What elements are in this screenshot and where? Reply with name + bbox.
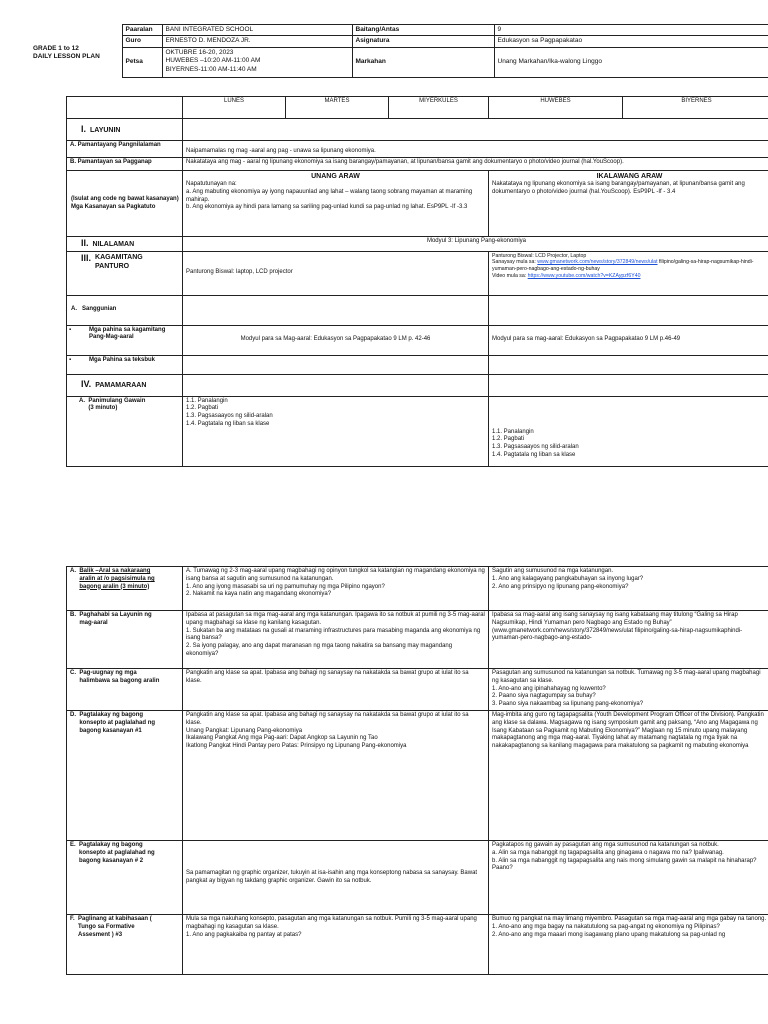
ikalawang-araw-heading: IKALAWANG ARAW — [596, 173, 663, 180]
row-c-left: Pangkatin ang klase sa apat. Ipabasa ang bahagi ng sanaysay na nakatakda sa bawat grupo at iulat ito sa klase. — [183, 669, 489, 711]
sanggunian-label: A. Sanggunian — [67, 295, 183, 325]
row-e-left: Sa pamamagitan ng graphic organizer, tukuyin at isa-isahin ang mga konseptong nabasa sa sanaysay. Bawat pangkat ay bigyan ng takdang graphic organizer. Gawin ito sa notbuk. — [183, 841, 489, 915]
row-e-right: Pagkatapos ng gawain ay pasagutan ang mga sumusunod na katanungan sa notbuk. a. Alin sa mga nabanggit ng tagapagsalita ang ginagawa o nagawa mo na? Ipaliwanag. b. Alin sa mga nabanggit ng tagapagsalita ang nais mong simulang gawin sa malapit na hinaharap? Paano? — [489, 841, 768, 915]
panimula-item-1: 1.1. Panalangin — [186, 397, 228, 404]
day-miyerkules: MIYERKULES — [389, 97, 489, 119]
table-row — [67, 915, 768, 975]
kagamitan-right — [489, 251, 768, 295]
unang-line-1: Napatutunayan na: — [186, 181, 237, 188]
unang-araw-heading: UNANG ARAW — [311, 173, 360, 180]
kagamitan-right-line-2: Sanaysay mula sa: — [492, 259, 536, 266]
pamantayang-pangnilalaman-label: A. Pamantayang Pangnilalaman — [67, 141, 183, 158]
lesson-plan-table-1 — [66, 96, 768, 467]
row-a-right: Sagutin ang sumusunod na mga katanungan. 1. Ano ang kalagayang pangkabuhayan sa inyong lugar? 2. Ano ang prinsipyo ng lipunang pang-ekonomiya? — [489, 567, 768, 611]
plan-label: DAILY LESSON PLAN — [33, 53, 100, 61]
asignatura-label: Asignatura — [352, 36, 494, 47]
petsa-line-2: HUWEBES –10:20 AM-11:00 AM — [165, 57, 261, 65]
table-row — [67, 669, 768, 711]
table-row — [67, 611, 768, 669]
petsa-line-1: OKTUBRE 16-20, 2023 — [165, 48, 234, 56]
row-b-left: Ipabasa at pasagutan sa mga mag-aaral ang mga katanungan. Ipagawa ito sa notbuk at pumili ng 3-5 mag-aaral upang magbahagi sa klase ng kanilang kasagutan. 1. Sukatan ba ang matataas na gusali at maraming infrastructures para masabing maganda ang ekonomiya ng isang bansa? 2. Sa iyong palagay, ano ang dapat maranasan ng mga taong nakatira sa bansang may magandang ekonomiya? — [183, 611, 489, 669]
row-d-label: D. Pagtalakay ng bagong konsepto at paglalahad ng bagong kasanayan #1 — [67, 711, 183, 841]
markahan-label: Markahan — [352, 47, 494, 77]
panimula-item-3: 1.3. Pagsasaayos ng silid-aralan — [186, 413, 273, 420]
panimula-label: A. Panimulang Gawain (3 minuto) — [67, 396, 183, 466]
asignatura-value: Edukasyon sa Pagpapakatao — [494, 36, 768, 47]
pamantayang-pangnilalaman-content: Naipamamalas ng mag -aaral ang pag - unawa sa lipunang ekonomiya. — [183, 141, 768, 158]
unang-line-3: b. Ang ekonomiya ay hindi para lamang sa sariling pag-unlad kundi sa pag-unlad ng lahat. EsP9PL -If -3.3 — [186, 204, 468, 211]
panimula-right-item-4: 1.4. Pagtatala ng liban sa klase — [492, 451, 576, 458]
petsa-label: Petsa — [122, 47, 162, 77]
modyul-title: Modyul 3: Lipunang Pang-ekonomiya — [183, 237, 768, 252]
row-d-left: Pangkatin ang klase sa apat. Ipabasa ang bahagi ng sanaysay na nakatakda sa bawat grupo at iulat ito sa klase. Unang Pangkat: Lipunang Pang-ekonomiya Ikalawang Pangkat Ang mga Pag-aari: Dapat Angkop sa Layunin ng Tao Ikatlong Pangkat Hindi Pantay pero Patas: Prinsipyo ng Lipunang Pang-ekonomiya — [183, 711, 489, 841]
unang-araw-cell — [183, 171, 489, 237]
pahina-mid: Modyul para sa Mag-aaral: Edukasyon sa Pagpapakatao 9 LM p. 42-46 — [183, 325, 489, 355]
row-b-label: B. Paghahabi sa Layunin ng mag-aaral — [67, 611, 183, 669]
row-f-right: Bumuo ng pangkat na may limang miyembro. Pasagutan sa mga mag-aaral ang mga gabay na tanong. 1. Ano-ano ang mga bagay na nakatutulong sa pag-angat ng ekonomiya ng Pilipinas? 2. Ano-ano ang mga maaari mong isagawang plano upang makatulong sa pag-unlad ng — [489, 915, 768, 975]
kagamitan-right-line-3: filipino/galing-sa-hirap-nagsumikap-hindi-yumaman-pero-nagbago-ang-estado-ng-buhay — [492, 259, 754, 273]
pamantayan-pagganap-label: B. Pamantayan sa Pagganap — [67, 158, 183, 171]
row-e-label: E. Pagtalakay ng bagong konsepto at paglalahad ng bagong kasanayan # 2 — [67, 841, 183, 915]
grade-label: GRADE 1 to 12 — [33, 45, 79, 52]
sanaysay-link[interactable]: www.gmanetwork.com/news/story/372849/news/ulat — [537, 259, 658, 266]
panimula-item-2: 1.2. Pagbati — [186, 405, 219, 412]
kagamitan-heading: III. KAGAMITANG PANTURO — [67, 251, 183, 295]
row-f-left: Mula sa mga nakuhang konsepto, pasagutan ang mga katanungan sa notbuk. Pumili ng 3-5 mag-aaral upang magbahagi ng kasagutan sa klase. 1. Ano ang pagkakaiba ng pantay at patas? — [183, 915, 489, 975]
ikalawang-line-1: Nakatataya ng lipunang ekonomiya sa isang barangay/pamayanan, at lipunan/bansa gamit ang dokumentaryo o photo/video journal (hal.YouScoop). EsP9PL -If - 3.4 — [492, 181, 745, 195]
kagamitan-right-line-4: Video mula sa: — [492, 272, 528, 279]
row-c-label: C. Pag-uugnay ng mga halimbawa sa bagong aralin — [67, 669, 183, 711]
panimula-left — [183, 396, 489, 466]
row-a-left: A. Tumawag ng 2-3 mag-aaral upang magbahagi ng opinyon tungkol sa katangian ng magandang ekonomiya ng isang bansa at sagutin ang sumusunod na katanungan. 1. Ano ang iyong masasabi sa uri ng pamumuhay ng mga Pilipino ngayon? 2. Nakamit na kaya natin ang magandang ekonomiya? — [183, 567, 489, 611]
guro-label: Guro — [122, 36, 162, 47]
pamantayan-pagganap-content: Nakatataya ang mag - aaral ng lipunang ekonomiya sa isang barangay/pamayanan, at lipunan/bansa gamit ang dokumentaryo o photo/video journal (hal.YouScoop). — [183, 158, 768, 171]
markahan-value: Unang Markahan/Ika-walong Linggo — [494, 47, 768, 77]
day-lunes: LUNES — [183, 97, 286, 119]
grade-title — [30, 25, 122, 78]
panimula-item-4: 1.4. Pagtatala ng liban sa klase — [186, 421, 270, 428]
video-link[interactable]: https://www.youtube.com/watch?v=KZAypzf6Y40 — [527, 272, 641, 279]
lesson-plan-table-2 — [66, 566, 768, 975]
petsa-line-3: BIYERNES-11:00 AM-11:40 AM — [165, 65, 257, 73]
day-martes: MARTES — [286, 97, 389, 119]
unang-line-2: a. Ang mabuting ekonomiya ay iyong napauunlad ang lahat – walang taong sobrang mayaman at maraming mahirap. — [186, 188, 473, 203]
row-d-right: Mag-imbita ang guro ng tagapagsalita (Youth Development Program Officer of the Division). Pangkatin ang klase sa dalawa. Magsagawa ng isang symposium gamit ang paksang, “Ano ang Magagawa ng Isang Kabataan sa Pagkamit ng Mabuting Ekonomiya?” Maglaan ng 15 minuto upang malayang makapagtanong ang mga mag-aaral. Tiyaking lahat ay matamang nagtatala ng mga tiyak na nakakapagtanong sa kanilang magagawa para makatulong sa pagkamit ng mabuting ekonomiya — [489, 711, 768, 841]
pahina-teksbuk-label: ▪ Mga Pahina sa teksbuk — [67, 355, 183, 374]
paaralan-value: BANI INTEGRATED SCHOOL — [162, 25, 352, 36]
paaralan-label: Paaralan — [122, 25, 162, 36]
row-a-label: A. Balik –Aral sa nakaraang aralin at /o pagsisimula ng bagong aralin (3 minuto) — [67, 567, 183, 611]
baitang-value: 9 — [494, 25, 768, 36]
panimula-right-item-3: 1.3. Pagsasaayos ng silid-aralan — [492, 444, 579, 451]
table-row — [67, 711, 768, 841]
layunin-heading: I. LAYUNIN — [67, 119, 183, 141]
nilalaman-heading: II. NILALAMAN — [67, 237, 183, 252]
panimula-right-item-1: 1.1. Panalangin — [492, 428, 534, 435]
day-huwebes: HUWEBES — [489, 97, 623, 119]
row-f-label: F. Paglinang at kabihasaan ( Tungo sa Formative Assesment ) #3 — [67, 915, 183, 975]
panimula-right — [489, 396, 768, 466]
baitang-label: Baitang/Antas — [352, 25, 494, 36]
panimula-right-item-2: 1.2. Pagbati — [492, 436, 525, 443]
table-row — [67, 567, 768, 611]
pahina-right: Modyul para sa mag-aaral: Edukasyon sa Pagpapakatao 9 LM p.46-49 — [489, 325, 768, 355]
row-b-right: Ipabasa sa mag-aaral ang isang sanaysay ng isang kabataang may titulong “Galing sa Hirap Nagsumikap, Hindi Yumaman pero Nagbago ang Estado ng Buhay” (www.gmanetwork.com/news/story/372849/news/ulat filipino/galing-sa-hirap-nagsumikaphindi-yumaman-pero-nagbago-ang-estado- — [489, 611, 768, 669]
day-biyernes: BIYERNES — [623, 97, 768, 119]
pahina-gabay-label: ▪ Mga pahina sa kagamitang Pang-Mag-aaral — [67, 325, 183, 355]
kagamitan-left: Panturong Biswal: laptop, LCD projector — [183, 251, 489, 295]
kasanayan-label: (Isulat ang code ng bawat kasanayan) Mga Kasanayan sa Pagkatuto — [67, 171, 183, 237]
ikalawang-araw-cell — [489, 171, 768, 237]
guro-value: ERNESTO D. MENDOZA JR. — [162, 36, 352, 47]
header-table — [30, 24, 768, 78]
kagamitan-right-line-1: Panturong Biswal: LCD Projector, Laptop — [492, 252, 587, 259]
pamamaraan-heading: IV. PAMAMARAAN — [67, 374, 183, 396]
table-row — [67, 841, 768, 915]
row-c-right: Pasagutan ang sumusunod na katanungan sa notbuk. Tumawag ng 3-5 mag-aaral upang magbahagi ng kasagutan sa klase. 1. Ano-ano ang ipinahahayag ng kuwento? 2. Paano siya nagtagumpay sa buhay? 3. Paano siya nakaambag sa lipunang pang-ekonomiya? — [489, 669, 768, 711]
petsa-value — [162, 47, 352, 77]
